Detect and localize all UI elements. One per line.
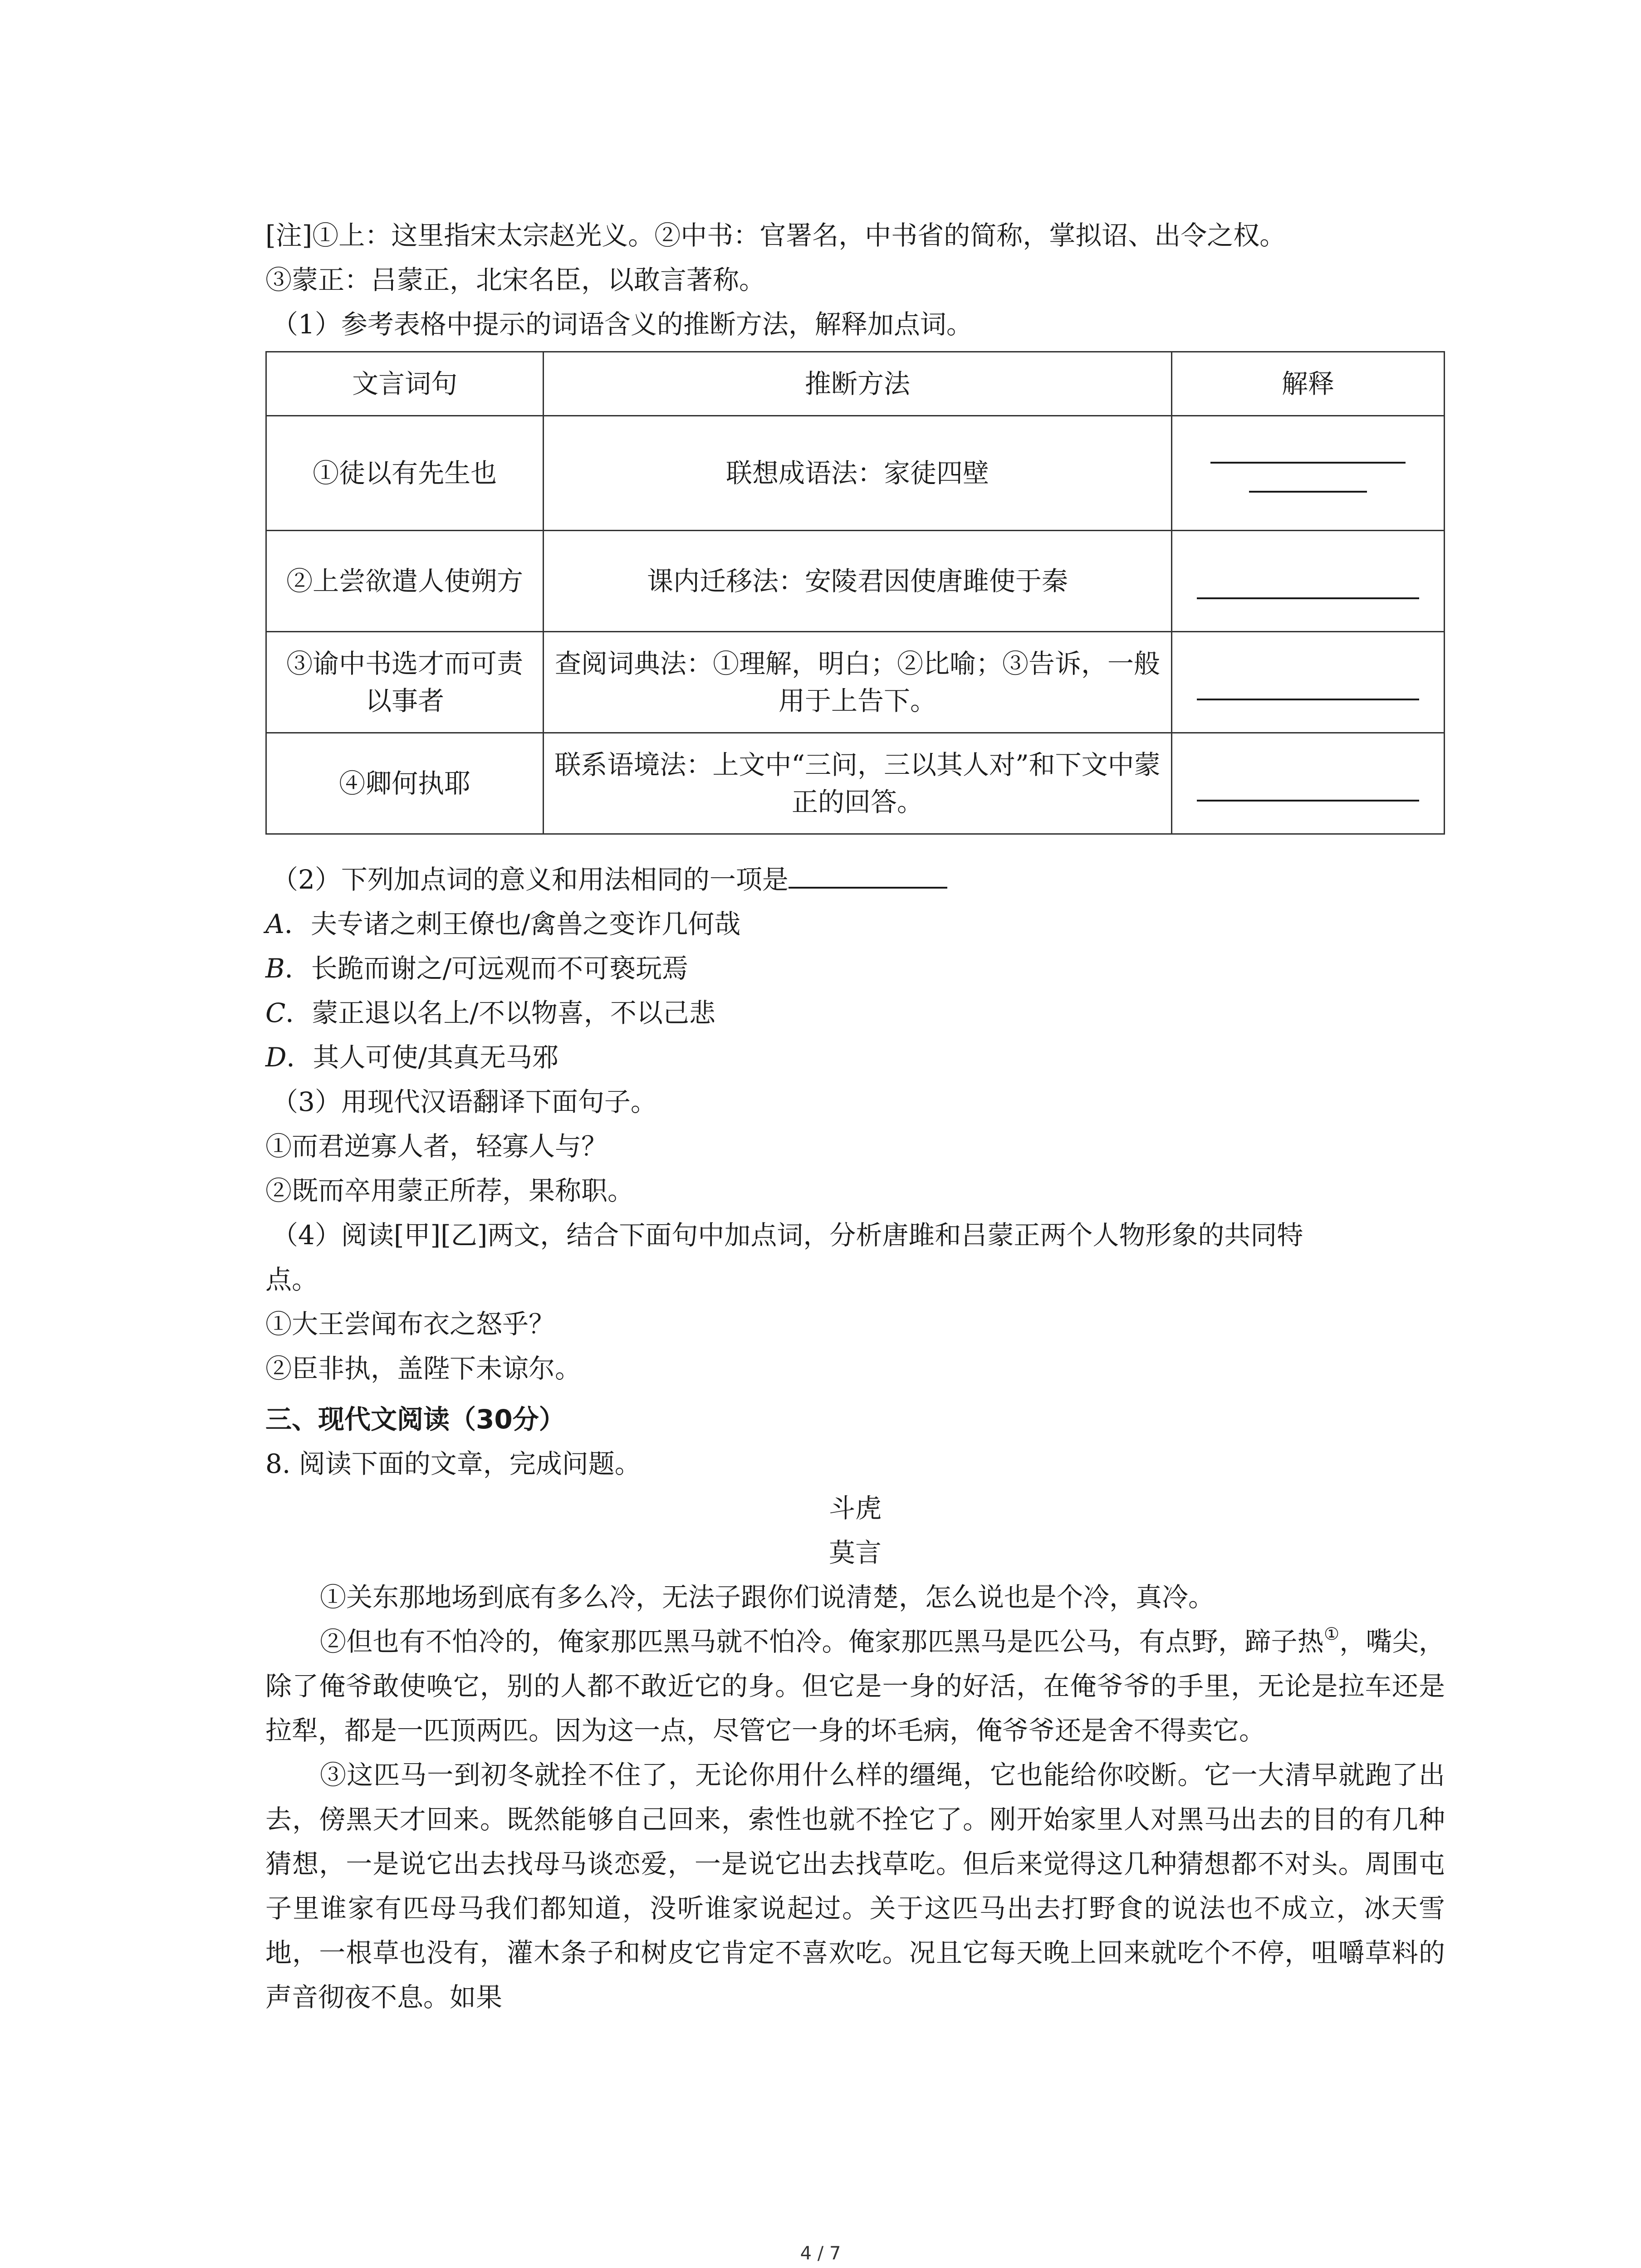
question-3-prompt: （3）用现代汉语翻译下面句子。 [272,1086,657,1117]
option-d [265,1035,1445,1080]
paragraph-text: ②但也有不怕冷的，俺家那匹黑马就不怕冷。俺家那匹黑马是匹公马，有点野，蹄子热 [320,1626,1324,1657]
answer-cell [1171,531,1444,632]
table-cell-method: 联想成语法：家徒四壁 [544,416,1171,531]
article-paragraph: ③这匹马一到初冬就拴不住了，无论你用什么样的缰绳，它也能给你咬断。它一大清早就跑了出去，傍黑天才回来。既然能够自己回来，索性也就不拴它了。刚开始家里人对黑马出去的目的有几种猜想，一是说它出去找母马谈恋爱，一是说它出去找草吃。但后来觉得这几种猜想都不对头。周围屯子里谁家有匹母马我们都知道，没听谁家说起过。关于这匹马出去打野食的说法也不成立，冰天雪地，一根草也没有，灌木条子和树皮它肯定不喜欢吃。况且它每天晚上回来就吃个不停，咀嚼草料的声音彻夜不息。如果 [265,1760,1445,2013]
option-text: ．蒙正退以名上/不以物喜，不以己悲 [285,997,715,1028]
table-row [266,632,1445,733]
option-text: ．其人可使/其真无马邪 [286,1042,559,1073]
option-letter: B [265,953,285,984]
question-3-item: ②既而卒用蒙正所荐，果称职。 [265,1175,634,1206]
question-1-prompt: （1）参考表格中提示的词语含义的推断方法，解释加点词。 [272,309,973,340]
question-4-item: ①大王尝闻布衣之怒乎？ [265,1309,555,1339]
answer-blank[interactable] [1210,462,1406,464]
table-cell-method: 课内迁移法：安陵君因使唐雎使于秦 [544,531,1171,632]
question-3-item: ①而君逆寡人者，轻寡人与？ [265,1131,608,1162]
option-b [265,946,1445,991]
question-4-item: ②臣非执，盖陛下未谅尔。 [265,1353,582,1384]
page-content [265,213,1445,2019]
option-c [265,991,1445,1035]
question-8-prompt: 8. 阅读下面的文章，完成问题。 [265,1448,641,1479]
page-number: 4 / 7 [800,2243,841,2264]
paragraph-text: ，嘴尖，除了俺爷敢使唤它，别的人都不敢近它的身。但它是一身的好活，在俺爷爷的手里，无论是拉车还是拉犁，都是一匹顶两匹。因为这一点，尽管它一身的坏毛病，俺爷爷还是舍不得卖它。 [265,1626,1445,1746]
answer-cell [1171,416,1444,531]
question-4-prompt-cont: 点。 [265,1264,318,1295]
article-paragraph: ①关东那地场到底有多么冷，无法子跟你们说清楚，怎么说也是个冷，真冷。 [320,1582,1215,1613]
table-header-row [266,352,1445,416]
question-2-prompt [265,857,1445,902]
option-text: ．长跪而谢之/可远观而不可亵玩焉 [284,953,689,984]
answer-cell [1171,632,1444,733]
option-letter: A [265,909,284,939]
option-letter: C [265,997,286,1028]
table-cell-sentence: ①徒以有先生也 [266,416,544,531]
article-paragraph [265,1619,1445,1753]
answer-blank[interactable] [1249,491,1367,493]
annotation-note-line1: [注]①上：这里指宋太宗赵光义。②中书：官署名，中书省的简称，掌拟诏、出令之权。 [265,220,1286,251]
section-heading: 三、现代文阅读（30分） [265,1404,565,1435]
table-header-sentence: 文言词句 [266,352,544,416]
table-row [266,531,1445,632]
table-cell-sentence: ②上尝欲遣人使朔方 [266,531,544,632]
answer-cell [1171,733,1444,834]
table-cell-sentence: ③谕中书选才而可责以事者 [266,632,544,733]
vocabulary-table [265,351,1445,835]
article-title: 斗虎 [828,1493,882,1524]
table-header-explanation: 解释 [1171,352,1444,416]
option-letter: D [265,1042,287,1073]
question-4-prompt: （4）阅读[甲][乙]两文，结合下面句中加点词，分析唐雎和吕蒙正两个人物形象的共同特 [272,1220,1303,1251]
answer-blank[interactable] [1197,800,1419,802]
question-2-text: （2）下列加点词的意义和用法相同的一项是 [272,864,789,895]
table-cell-method: 查阅词典法：①理解，明白；②比喻；③告诉，一般用于上告下。 [544,632,1171,733]
answer-blank[interactable] [1197,597,1419,599]
footnote-marker[interactable]: ① [1323,1624,1340,1644]
answer-blank[interactable] [789,860,947,889]
option-a [265,902,1445,946]
table-row [266,416,1445,531]
table-header-method: 推断方法 [544,352,1171,416]
table-cell-sentence: ④卿何执耶 [266,733,544,834]
answer-blank[interactable] [1197,699,1419,700]
table-cell-method: 联系语境法：上文中“三问，三以其人对”和下文中蒙正的回答。 [544,733,1171,834]
article-author: 莫言 [828,1537,882,1568]
table-row [266,733,1445,834]
option-text: ．夫专诸之刺王僚也/禽兽之变诈几何哉 [284,909,741,939]
annotation-note-line2: ③蒙正：吕蒙正，北宋名臣，以敢言著称。 [265,264,766,295]
